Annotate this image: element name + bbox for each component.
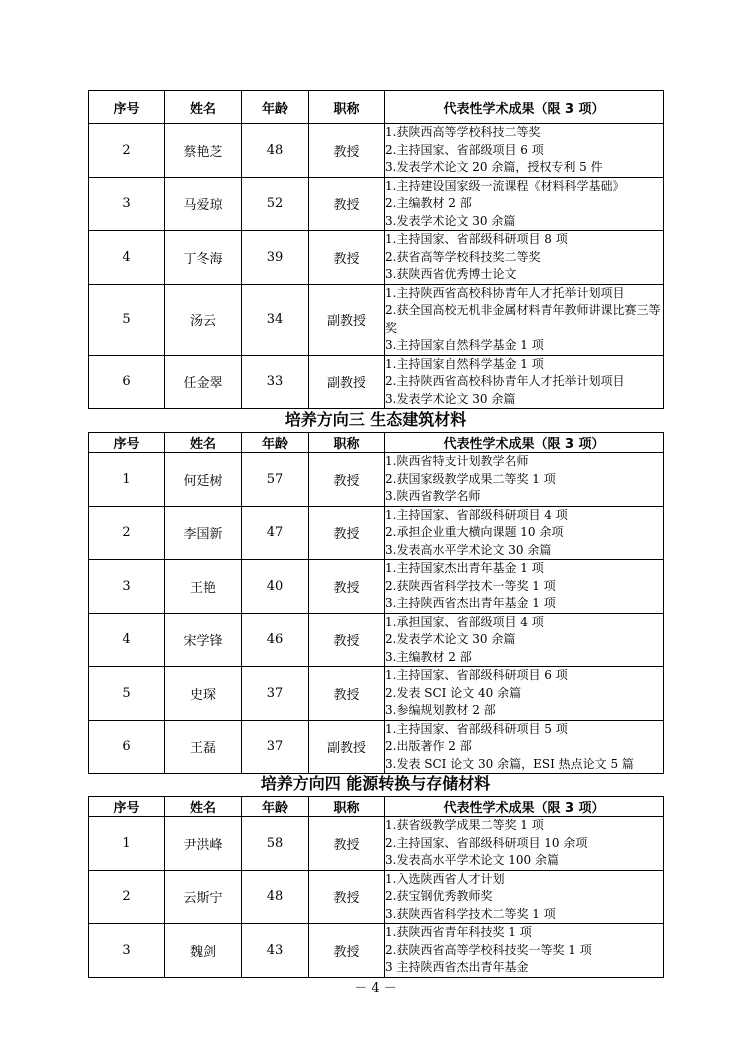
cell-achievements	[385, 817, 664, 871]
achievement-item: 1.获省级教学成果二等奖 1 项	[385, 818, 544, 832]
achievement-item: 1.入选陕西省人才计划	[385, 871, 505, 886]
cell-age: 57	[242, 453, 309, 507]
cell-age: 43	[242, 924, 309, 978]
cell-name: 蔡艳芝	[165, 124, 242, 178]
cell-no: 3	[89, 177, 165, 231]
cell-name: 任金翠	[165, 355, 242, 409]
achievement-item: 1.承担国家、省部级项目 4 项	[385, 614, 544, 629]
cell-age: 37	[242, 720, 309, 774]
cell-name: 马爱琼	[165, 177, 242, 231]
cell-name: 魏剑	[165, 924, 242, 978]
cell-age: 39	[242, 231, 309, 285]
faculty-table-continued	[88, 90, 664, 409]
cell-achievements	[385, 613, 664, 667]
cell-no: 2	[89, 506, 165, 560]
cell-title: 副教授	[309, 284, 385, 355]
cell-no: 2	[89, 124, 165, 178]
cell-age: 52	[242, 177, 309, 231]
achievement-item: 2.发表 SCI 论文 40 余篇	[385, 685, 522, 700]
cell-no: 3	[89, 924, 165, 978]
page-number: － 4 －	[354, 981, 397, 996]
cell-age: 34	[242, 284, 309, 355]
achievement-item: 2.获省高等学校科技奖二等奖	[385, 249, 541, 264]
cell-title: 教授	[309, 124, 385, 178]
cell-achievements	[385, 177, 664, 231]
cell-title: 教授	[309, 453, 385, 507]
cell-name: 王艳	[165, 560, 242, 614]
cell-title: 教授	[309, 506, 385, 560]
cell-title: 教授	[309, 560, 385, 614]
achievement-item: 1.主持国家、省部级科研项目 6 项	[385, 668, 568, 682]
cell-age: 47	[242, 506, 309, 560]
table-row	[89, 560, 664, 614]
table-row	[89, 231, 664, 285]
achievement-item: 2.主持国家、省部级项目 6 项	[385, 142, 544, 157]
achievement-item: 3.发表学术论文 20 余篇，授权专利 5 件	[385, 160, 603, 174]
header-name: 姓名	[165, 91, 242, 124]
cell-name: 尹洪峰	[165, 817, 242, 871]
cell-no: 5	[89, 667, 165, 721]
table-row	[89, 506, 664, 560]
header-no: 序号	[89, 433, 165, 453]
cell-no: 6	[89, 720, 165, 774]
achievement-item: 2.获全国高校无机非金属材料青年教师讲课比赛三等奖	[385, 303, 661, 335]
achievement-item: 3.主持国家自然科学基金 1 项	[385, 338, 544, 352]
cell-achievements	[385, 667, 664, 721]
achievement-item: 3.参编规划教材 2 部	[385, 703, 496, 717]
header-age: 年龄	[242, 797, 309, 817]
achievement-item: 1.主持国家杰出青年基金 1 项	[385, 561, 544, 575]
cell-name: 王磊	[165, 720, 242, 774]
achievement-item: 1.主持建设国家级一流课程《材料科学基础》	[385, 178, 625, 193]
table-row	[89, 667, 664, 721]
cell-name: 汤云	[165, 284, 242, 355]
cell-no: 4	[89, 231, 165, 285]
cell-name: 云斯宁	[165, 870, 242, 924]
cell-achievements	[385, 355, 664, 409]
achievement-item: 3.主持陕西省杰出青年基金 1 项	[385, 596, 556, 610]
faculty-table-direction-four	[88, 796, 664, 978]
header-name: 姓名	[165, 797, 242, 817]
achievement-item: 3.发表高水平学术论文 30 余篇	[385, 542, 552, 557]
cell-title: 教授	[309, 924, 385, 978]
achievement-item: 1.陕西省特支计划教学名师	[385, 454, 529, 468]
table-row	[89, 720, 664, 774]
cell-title: 教授	[309, 613, 385, 667]
cell-age: 37	[242, 667, 309, 721]
achievement-item: 2.主持陕西省高校科协青年人才托举计划项目	[385, 374, 625, 388]
header-age: 年龄	[242, 433, 309, 453]
cell-title: 副教授	[309, 720, 385, 774]
achievement-item: 2.发表学术论文 30 余篇	[385, 632, 516, 646]
header-title: 职称	[309, 433, 385, 453]
achievement-item: 2.获陕西省高等学校科技奖一等奖 1 项	[385, 942, 592, 957]
cell-achievements	[385, 506, 664, 560]
achievement-item: 3.主编教材 2 部	[385, 649, 472, 664]
section-title-energy-conversion-storage-materials: 培养方向四 能源转换与存储材料	[260, 774, 491, 793]
cell-title: 教授	[309, 870, 385, 924]
cell-no: 6	[89, 355, 165, 409]
achievement-item: 3.获陕西省优秀博士论文	[385, 267, 517, 281]
achievement-item: 3.发表高水平学术论文 100 余篇	[385, 853, 559, 867]
cell-achievements	[385, 453, 664, 507]
achievement-item: 1.获陕西省青年科技奖 1 项	[385, 925, 532, 939]
table-row	[89, 924, 664, 978]
header-no: 序号	[89, 91, 165, 124]
cell-achievements	[385, 870, 664, 924]
achievement-item: 2.主持国家、省部级科研项目 10 余项	[385, 835, 588, 850]
cell-age: 48	[242, 124, 309, 178]
achievement-item: 1.主持国家、省部级科研项目 8 项	[385, 232, 568, 246]
header-achievements: 代表性学术成果（限 3 项）	[385, 91, 664, 124]
cell-title: 教授	[309, 231, 385, 285]
header-age: 年龄	[242, 91, 309, 124]
achievement-item: 3.获陕西省科学技术二等奖 1 项	[385, 906, 556, 921]
table-header-row	[89, 797, 664, 817]
achievement-item: 3.陕西省教学名师	[385, 489, 481, 503]
achievement-item: 1.获陕西高等学校科技二等奖	[385, 125, 541, 139]
table-row	[89, 284, 664, 355]
cell-no: 2	[89, 870, 165, 924]
achievement-item: 1.主持陕西省高校科协青年人才托举计划项目	[385, 285, 625, 300]
cell-title: 教授	[309, 667, 385, 721]
table-row	[89, 817, 664, 871]
header-achievements: 代表性学术成果（限 3 项）	[385, 797, 664, 817]
cell-achievements	[385, 924, 664, 978]
achievement-item: 3 主持陕西省杰出青年基金	[385, 960, 529, 974]
table-header-row	[89, 91, 664, 124]
header-title: 职称	[309, 797, 385, 817]
achievement-item: 3.发表学术论文 30 余篇	[385, 391, 516, 406]
achievement-item: 3.发表学术论文 30 余篇	[385, 213, 516, 228]
achievement-item: 3.发表 SCI 论文 30 余篇，ESI 热点论文 5 篇	[385, 756, 634, 771]
faculty-table-direction-three	[88, 432, 664, 774]
achievement-item: 1.主持国家、省部级科研项目 5 项	[385, 721, 568, 736]
cell-achievements	[385, 124, 664, 178]
header-title: 职称	[309, 91, 385, 124]
cell-title: 教授	[309, 817, 385, 871]
achievement-item: 1.主持国家自然科学基金 1 项	[385, 356, 544, 371]
header-name: 姓名	[165, 433, 242, 453]
cell-age: 46	[242, 613, 309, 667]
header-no: 序号	[89, 797, 165, 817]
cell-achievements	[385, 284, 664, 355]
cell-no: 5	[89, 284, 165, 355]
cell-achievements	[385, 720, 664, 774]
cell-title: 教授	[309, 177, 385, 231]
cell-age: 33	[242, 355, 309, 409]
achievement-item: 2.出版著作 2 部	[385, 739, 472, 753]
achievement-item: 2.获陕西省科学技术一等奖 1 项	[385, 578, 556, 593]
achievement-item: 2.获国家级教学成果二等奖 1 项	[385, 471, 556, 486]
cell-achievements	[385, 560, 664, 614]
table-row	[89, 124, 664, 178]
table-row	[89, 177, 664, 231]
cell-title: 副教授	[309, 355, 385, 409]
cell-no: 1	[89, 453, 165, 507]
cell-age: 40	[242, 560, 309, 614]
achievement-item: 1.主持国家、省部级科研项目 4 项	[385, 507, 568, 522]
cell-achievements	[385, 231, 664, 285]
table-row	[89, 870, 664, 924]
header-achievements: 代表性学术成果（限 3 项）	[385, 433, 664, 453]
cell-age: 58	[242, 817, 309, 871]
cell-name: 丁冬海	[165, 231, 242, 285]
table-row	[89, 355, 664, 409]
table-header-row	[89, 433, 664, 453]
cell-name: 李国新	[165, 506, 242, 560]
achievement-item: 2.获宝钢优秀教师奖	[385, 889, 493, 903]
achievement-item: 2.承担企业重大横向课题 10 余项	[385, 525, 564, 539]
table-row	[89, 613, 664, 667]
cell-no: 1	[89, 817, 165, 871]
section-title-ecological-building-materials: 培养方向三 生态建筑材料	[284, 410, 467, 429]
table-row	[89, 453, 664, 507]
cell-name: 宋学锋	[165, 613, 242, 667]
cell-name: 何廷树	[165, 453, 242, 507]
achievement-item: 2.主编教材 2 部	[385, 196, 472, 210]
cell-age: 48	[242, 870, 309, 924]
cell-name: 史琛	[165, 667, 242, 721]
cell-no: 4	[89, 613, 165, 667]
cell-no: 3	[89, 560, 165, 614]
